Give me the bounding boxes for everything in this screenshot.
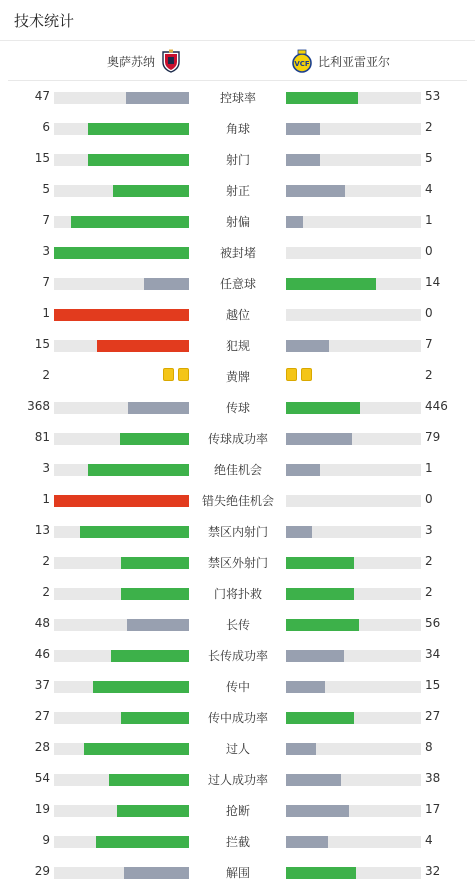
stat-row [0, 794, 475, 825]
stat-label: 越位 [225, 308, 250, 322]
stat-label: 传球成功率 [207, 432, 268, 446]
home-stat-bar [96, 836, 189, 848]
away-stat-bar-track [286, 774, 421, 786]
away-stat-bar-track [286, 743, 421, 755]
away-stat-bar-track [286, 650, 421, 662]
villarreal-crest-icon [292, 49, 312, 73]
home-stat-value: 7 [42, 213, 50, 227]
home-stat-value: 3 [42, 461, 50, 475]
home-stat-value: 5 [42, 182, 50, 196]
stat-label: 射偏 [225, 215, 250, 229]
away-stat-value: 0 [425, 306, 433, 320]
away-stat-bar-track [286, 92, 421, 104]
home-stat-value: 1 [42, 492, 50, 506]
stat-label: 长传 [225, 618, 250, 632]
stat-row [0, 174, 475, 205]
stat-label: 长传成功率 [207, 649, 268, 663]
home-stat-bar [93, 681, 189, 693]
home-stat-bar [111, 650, 189, 662]
home-stat-bar-track [54, 619, 189, 631]
home-stat-bar-track [54, 495, 189, 507]
stat-row [0, 546, 475, 577]
stat-row [0, 298, 475, 329]
home-stat-bar [71, 216, 189, 228]
away-stat-bar [286, 743, 316, 755]
home-stat-bar-track [54, 433, 189, 445]
home-stat-value: 2 [42, 585, 50, 599]
away-stat-value: 446 [425, 399, 448, 413]
home-stat-bar [88, 123, 189, 135]
stat-row [0, 236, 475, 267]
home-stat-bar-track [54, 867, 189, 879]
stat-label: 射门 [225, 153, 250, 167]
stat-row [0, 856, 475, 887]
away-stat-bar-track [286, 123, 421, 135]
away-stat-bar-track [286, 278, 421, 290]
stat-row [0, 515, 475, 546]
home-stat-value: 15 [34, 151, 50, 165]
away-stat-bar-track [286, 588, 421, 600]
away-stat-bar-track [286, 185, 421, 197]
away-stat-value: 32 [425, 864, 441, 878]
away-stat-bar [286, 867, 356, 879]
stat-label: 传中成功率 [207, 711, 268, 725]
away-stat-value: 1 [425, 213, 433, 227]
home-stat-bar-track [54, 154, 189, 166]
home-stat-value: 368 [27, 399, 50, 413]
home-stat-value: 29 [34, 864, 50, 878]
home-stat-bar-track [54, 836, 189, 848]
stat-row [0, 81, 475, 112]
away-stat-value: 2 [425, 368, 433, 382]
yellow-card-icon [286, 368, 297, 381]
osasuna-crest-icon [161, 49, 181, 73]
home-stat-bar-track [54, 247, 189, 259]
away-stat-bar [286, 619, 359, 631]
away-stat-bar [286, 216, 303, 228]
home-stat-bar [128, 402, 189, 414]
away-stat-bar [286, 836, 328, 848]
away-stat-bar-track [286, 495, 421, 507]
away-stat-value: 2 [425, 120, 433, 134]
away-stat-value: 0 [425, 492, 433, 506]
away-stat-bar-track [286, 309, 421, 321]
stat-row [0, 484, 475, 515]
stat-row [0, 577, 475, 608]
stats-header [0, 0, 475, 41]
home-stat-bar-track [54, 526, 189, 538]
stat-label: 传球 [225, 401, 250, 415]
away-stat-value: 4 [425, 833, 433, 847]
away-stat-bar [286, 681, 325, 693]
away-stat-bar-track [286, 619, 421, 631]
stat-row [0, 825, 475, 856]
home-stat-bar-track [54, 588, 189, 600]
stat-row [0, 453, 475, 484]
home-stat-bar-track [54, 340, 189, 352]
away-stat-value: 56 [425, 616, 441, 630]
home-stat-value: 47 [34, 89, 50, 103]
home-stat-value: 3 [42, 244, 50, 258]
home-stat-bar [124, 867, 189, 879]
stat-row [0, 422, 475, 453]
stat-label: 解围 [225, 866, 250, 880]
stat-row [0, 112, 475, 143]
away-stat-value: 8 [425, 740, 433, 754]
stat-label: 传中 [225, 680, 250, 694]
away-stat-bar [286, 588, 354, 600]
away-team-name: 比利亚雷亚尔 [318, 54, 391, 69]
home-stat-bar [144, 278, 189, 290]
away-stat-bar [286, 185, 345, 197]
stat-label: 错失绝佳机会 [201, 494, 274, 508]
away-stat-bar [286, 154, 320, 166]
stat-label: 门将扑救 [213, 587, 262, 601]
yellow-card-icon [301, 368, 312, 381]
away-stat-bar [286, 464, 320, 476]
away-stat-bar [286, 805, 349, 817]
stat-row [0, 701, 475, 732]
away-stat-value: 17 [425, 802, 441, 816]
home-stat-bar [117, 805, 189, 817]
home-stat-bar [54, 495, 189, 507]
away-stat-value: 3 [425, 523, 433, 537]
away-stat-bar-track [286, 433, 421, 445]
away-stat-bar [286, 433, 352, 445]
home-stat-bar-track [54, 557, 189, 569]
home-stat-value: 48 [34, 616, 50, 630]
away-stat-value: 5 [425, 151, 433, 165]
stat-label: 拦截 [225, 835, 250, 849]
home-stat-bar [88, 154, 189, 166]
away-stat-bar-track [286, 867, 421, 879]
away-stat-bar-track [286, 340, 421, 352]
away-stat-value: 2 [425, 554, 433, 568]
away-stat-bar-track [286, 247, 421, 259]
stats-list [0, 81, 475, 887]
stat-label: 禁区内射门 [207, 525, 268, 539]
away-stat-bar-track [286, 557, 421, 569]
stat-label: 任意球 [219, 277, 256, 291]
away-stat-bar [286, 557, 354, 569]
away-stat-value: 4 [425, 182, 433, 196]
home-stat-bar [127, 619, 189, 631]
home-stat-bar [126, 92, 189, 104]
away-stat-bar-track [286, 402, 421, 414]
home-team[interactable] [107, 41, 181, 81]
home-stat-bar-track [54, 774, 189, 786]
home-stat-bar-track [54, 278, 189, 290]
home-team-name: 奥萨苏纳 [106, 54, 155, 69]
stat-label: 控球率 [219, 91, 256, 105]
teams-row [8, 41, 467, 81]
away-stat-bar-track [286, 712, 421, 724]
stat-label: 禁区外射门 [207, 556, 268, 570]
home-stat-bar-track [54, 743, 189, 755]
home-stat-bar-track [54, 681, 189, 693]
away-stat-bar [286, 123, 320, 135]
stat-row [0, 143, 475, 174]
home-stat-bar [120, 433, 189, 445]
home-stat-bar [97, 340, 189, 352]
away-stat-value: 53 [425, 89, 441, 103]
away-stat-value: 2 [425, 585, 433, 599]
away-stat-bar [286, 278, 376, 290]
stat-row [0, 205, 475, 236]
home-stat-bar [84, 743, 189, 755]
stat-row [0, 639, 475, 670]
stat-row [0, 732, 475, 763]
away-stat-value: 1 [425, 461, 433, 475]
home-stat-value: 15 [34, 337, 50, 351]
home-stat-value: 28 [34, 740, 50, 754]
away-stat-value: 38 [425, 771, 441, 785]
away-stat-value: 34 [425, 647, 441, 661]
stat-row [0, 670, 475, 701]
away-stat-bar-track [286, 805, 421, 817]
home-stat-bar-track [54, 185, 189, 197]
away-stat-bar [286, 712, 354, 724]
home-stat-value: 46 [34, 647, 50, 661]
home-stat-value: 37 [34, 678, 50, 692]
home-yellow-cards [163, 368, 189, 382]
home-stat-bar [88, 464, 189, 476]
home-stat-value: 1 [42, 306, 50, 320]
away-stat-bar-track [286, 464, 421, 476]
home-stat-bar [113, 185, 189, 197]
home-stat-value: 81 [34, 430, 50, 444]
away-stat-value: 27 [425, 709, 441, 723]
away-stat-bar [286, 650, 344, 662]
home-stat-bar-track [54, 123, 189, 135]
home-stat-value: 6 [42, 120, 50, 134]
home-stat-bar-track [54, 309, 189, 321]
away-stat-bar-track [286, 836, 421, 848]
stat-label: 抢断 [225, 804, 250, 818]
home-stat-bar-track [54, 464, 189, 476]
away-stat-bar-track [286, 216, 421, 228]
page-title: 技术统计 [14, 11, 75, 30]
home-stat-value: 13 [34, 523, 50, 537]
home-stat-value: 9 [42, 833, 50, 847]
stat-row [0, 360, 475, 391]
away-stat-value: 14 [425, 275, 441, 289]
stat-label: 被封堵 [219, 246, 256, 260]
svg-text:VCF: VCF [294, 60, 310, 68]
home-stat-bar [54, 247, 189, 259]
stat-label: 黄牌 [225, 370, 250, 384]
yellow-card-icon [178, 368, 189, 381]
stat-label: 角球 [225, 122, 250, 136]
home-stat-bar [54, 309, 189, 321]
away-stat-value: 15 [425, 678, 441, 692]
away-team[interactable] [292, 41, 390, 81]
home-stat-value: 19 [34, 802, 50, 816]
away-stat-value: 79 [425, 430, 441, 444]
stat-label: 过人成功率 [207, 773, 268, 787]
home-stat-value: 2 [42, 368, 50, 382]
away-stat-value: 7 [425, 337, 433, 351]
away-stat-bar-track [286, 154, 421, 166]
stat-row [0, 329, 475, 360]
home-stat-bar [80, 526, 189, 538]
away-stat-value: 0 [425, 244, 433, 258]
away-yellow-cards [286, 368, 312, 382]
stat-label: 射正 [225, 184, 250, 198]
home-stat-bar [109, 774, 189, 786]
home-stat-bar-track [54, 805, 189, 817]
stat-label: 绝佳机会 [213, 463, 262, 477]
home-stat-value: 2 [42, 554, 50, 568]
away-stat-bar [286, 526, 312, 538]
home-stat-bar-track [54, 216, 189, 228]
home-stat-value: 7 [42, 275, 50, 289]
away-stat-bar [286, 774, 341, 786]
away-stat-bar [286, 402, 360, 414]
home-stat-bar [121, 588, 189, 600]
home-stat-bar [121, 557, 189, 569]
yellow-card-icon [163, 368, 174, 381]
stat-row [0, 763, 475, 794]
stat-row [0, 267, 475, 298]
away-stat-bar-track [286, 681, 421, 693]
stat-label: 犯规 [225, 339, 250, 353]
home-stat-bar-track [54, 650, 189, 662]
away-stat-bar [286, 340, 329, 352]
away-stat-bar [286, 92, 358, 104]
home-stat-bar-track [54, 402, 189, 414]
home-stat-value: 54 [34, 771, 50, 785]
away-stat-bar-track [286, 526, 421, 538]
stat-row [0, 391, 475, 422]
home-stat-value: 27 [34, 709, 50, 723]
stat-row [0, 608, 475, 639]
home-stat-bar-track [54, 92, 189, 104]
stat-label: 过人 [225, 742, 250, 756]
home-stat-bar [121, 712, 189, 724]
home-stat-bar-track [54, 712, 189, 724]
